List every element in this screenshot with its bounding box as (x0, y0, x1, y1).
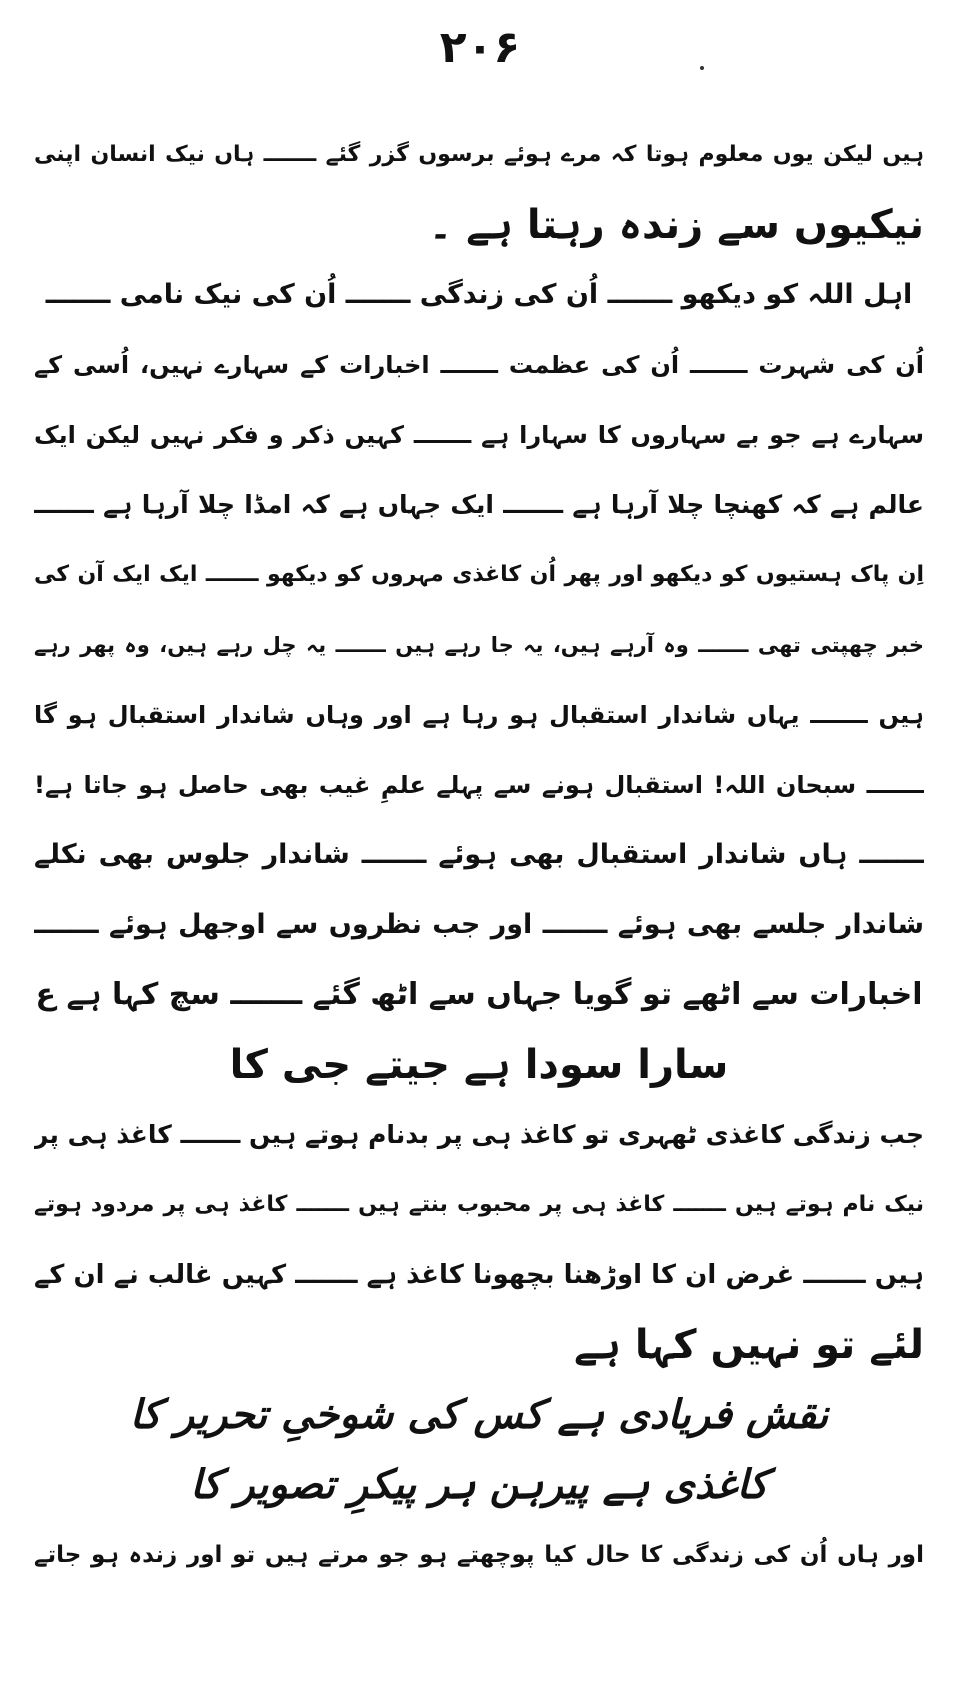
verse-line: کاغذی ہے پیرہن ہر پیکرِ تصویر کا (190, 1462, 768, 1508)
text-line: اِن پاک ہستیوں کو دیکھو اور پھر اُن کاغذی مہروں کو دیکھو ـــــــ ایک ایک آن کی (34, 562, 924, 587)
text-line: لئے تو نہیں کہا ہے (574, 1322, 924, 1368)
text-line: نیک نام ہوتے ہیں ـــــــ کاغذ ہی پر محبوب بنتے ہیں ـــــــ کاغذ ہی پر مردود ہوتے (34, 1192, 924, 1217)
text-line: نیکیوں سے زندہ رہتا ہے ۔ (428, 202, 924, 248)
text-line: اُن کی شہرت ـــــــ اُن کی عظمت ـــــــ اخبارات کے سہارے نہیں، اُسی کے (34, 351, 924, 379)
text-line: سارا سودا ہے جیتے جی کا (229, 1042, 729, 1088)
text-line: ہیں ـــــــ غرض ان کا اوڑھنا بچھونا کاغذ ہے ـــــــ کہیں غالب نے ان کے (34, 1260, 924, 1290)
page-number: ۲۰۶ (439, 22, 521, 73)
text-line: ہیں لیکن یوں معلوم ہوتا کہ مرے ہوئے برسوں گزر گئے ـــــــ ہاں نیک انسان اپنی (34, 142, 924, 167)
text-line: سہارے ہے جو بے سہاروں کا سہارا ہے ـــــــ کہیں ذکر و فکر نہیں لیکن ایک (34, 421, 924, 449)
text-line: عالم ہے کہ کھنچا چلا آرہا ہے ـــــــ ایک جہاں ہے کہ امڈا چلا آرہا ہے ـــــــ (34, 490, 924, 519)
text-line: شاندار جلسے بھی ہوئے ـــــــ اور جب نظروں سے اوجھل ہوئے ـــــــ (34, 909, 924, 940)
body-text (34, 120, 924, 1590)
text-line: اہل اللہ کو دیکھو ـــــــ اُن کی زندگی ـــــــ اُن کی نیک نامی ـــــــ (45, 279, 913, 310)
text-line: اور ہاں اُن کی زندگی کا حال کیا پوچھتے ہو جو مرتے ہیں تو اور زندہ ہو جاتے (34, 1542, 924, 1568)
text-line: ـــــــ سبحان اللہ! استقبال ہونے سے پہلے علمِ غیب بھی حاصل ہو جاتا ہے! (34, 771, 924, 799)
verse-line: نقش فریادی ہے کس کی شوخیِ تحریر کا (129, 1392, 829, 1438)
text-line: خبر چھپتی تھی ـــــــ وہ آرہے ہیں، یہ جا رہے ہیں ـــــــ یہ چل رہے ہیں، وہ پھر رہے (34, 633, 924, 657)
text-line: جب زندگی کاغذی ٹھہری تو کاغذ ہی پر بدنام ہوتے ہیں ـــــــ کاغذ ہی پر (34, 1120, 924, 1149)
text-line: اخبارات سے اٹھے تو گویا جہاں سے اٹھ گئے ـــــــ سچ کہا ہے ع (35, 977, 923, 1012)
text-line: ہیں ـــــــ یہاں شاندار استقبال ہو رہا ہے اور وہاں شاندار استقبال ہو گا (34, 701, 924, 729)
paper-speck (700, 66, 704, 70)
text-line: ـــــــ ہاں شاندار استقبال بھی ہوئے ـــــــ شاندار جلوس بھی نکلے (34, 839, 924, 870)
